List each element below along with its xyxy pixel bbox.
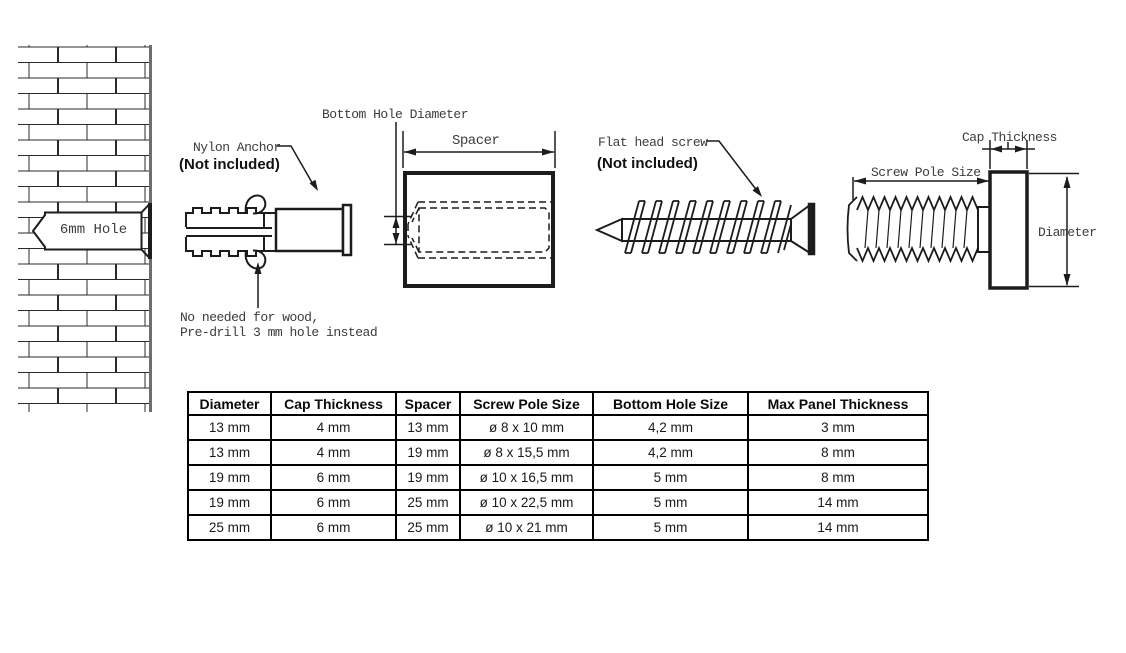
anchor-not-included-label: (Not included) <box>179 156 280 173</box>
cap-thickness-label: Cap Thickness <box>962 130 1057 145</box>
table-row <box>188 515 928 540</box>
table-cell: 14 mm <box>748 490 928 515</box>
table-cell: 4 mm <box>271 440 396 465</box>
table-header-row <box>188 392 928 415</box>
bottom-hole-diameter-label: Bottom Hole Diameter <box>322 107 469 122</box>
flat-head-screw-drawing <box>597 201 814 254</box>
table-row <box>188 440 928 465</box>
screw-pole-size-label: Screw Pole Size <box>871 165 981 180</box>
table-cell: 4,2 mm <box>593 440 748 465</box>
table-cell: 5 mm <box>593 490 748 515</box>
diameter-label: Diameter <box>1038 225 1097 240</box>
column-header: Diameter <box>188 392 271 415</box>
table-cell: 19 mm <box>188 490 271 515</box>
table-cell: 19 mm <box>188 465 271 490</box>
table-row <box>188 490 928 515</box>
table-row <box>188 415 928 440</box>
table-cell: ø 10 x 22,5 mm <box>460 490 593 515</box>
flat-head-screw-label: Flat head screw <box>598 135 708 150</box>
table-cell: 6 mm <box>271 515 396 540</box>
table-cell: 25 mm <box>396 515 460 540</box>
table-cell: 5 mm <box>593 465 748 490</box>
column-header: Cap Thickness <box>271 392 396 415</box>
spacer-dim-label: Spacer <box>452 133 500 149</box>
screw-leader-arrow <box>706 141 765 199</box>
table-row <box>188 465 928 490</box>
standoff-bolt-drawing <box>848 172 1028 288</box>
table-cell: ø 8 x 15,5 mm <box>460 440 593 465</box>
table-cell: 25 mm <box>396 490 460 515</box>
hole-size-label: 6mm Hole <box>59 222 128 238</box>
table-cell: ø 8 x 10 mm <box>460 415 593 440</box>
table-cell: 3 mm <box>748 415 928 440</box>
column-header: Bottom Hole Size <box>593 392 748 415</box>
table-cell: 6 mm <box>271 465 396 490</box>
column-header: Max Panel Thickness <box>748 392 928 415</box>
nylon-anchor-drawing <box>186 195 351 268</box>
screw-not-included-label: (Not included) <box>597 155 698 172</box>
table-cell: ø 10 x 16,5 mm <box>460 465 593 490</box>
wood-note <box>180 310 377 340</box>
nylon-anchor-label: Nylon Anchor <box>193 140 281 155</box>
table-cell: 8 mm <box>748 465 928 490</box>
wood-note-line2: Pre-drill 3 mm hole instead <box>180 325 378 340</box>
table-cell: 4,2 mm <box>593 415 748 440</box>
column-header: Spacer <box>396 392 460 415</box>
anchor-leader-arrow <box>277 146 321 193</box>
spec-table <box>187 391 929 541</box>
table-cell: 14 mm <box>748 515 928 540</box>
table-cell: ø 10 x 21 mm <box>460 515 593 540</box>
table-cell: 19 mm <box>396 440 460 465</box>
table-cell: 4 mm <box>271 415 396 440</box>
table-cell: 25 mm <box>188 515 271 540</box>
wood-note-line1: No needed for wood, <box>180 310 319 325</box>
spacer-drawing <box>405 173 553 286</box>
table-cell: 13 mm <box>396 415 460 440</box>
column-header: Screw Pole Size <box>460 392 593 415</box>
table-cell: 13 mm <box>188 440 271 465</box>
table-cell: 5 mm <box>593 515 748 540</box>
table-cell: 13 mm <box>188 415 271 440</box>
table-cell: 6 mm <box>271 490 396 515</box>
table-cell: 19 mm <box>396 465 460 490</box>
table-cell: 8 mm <box>748 440 928 465</box>
